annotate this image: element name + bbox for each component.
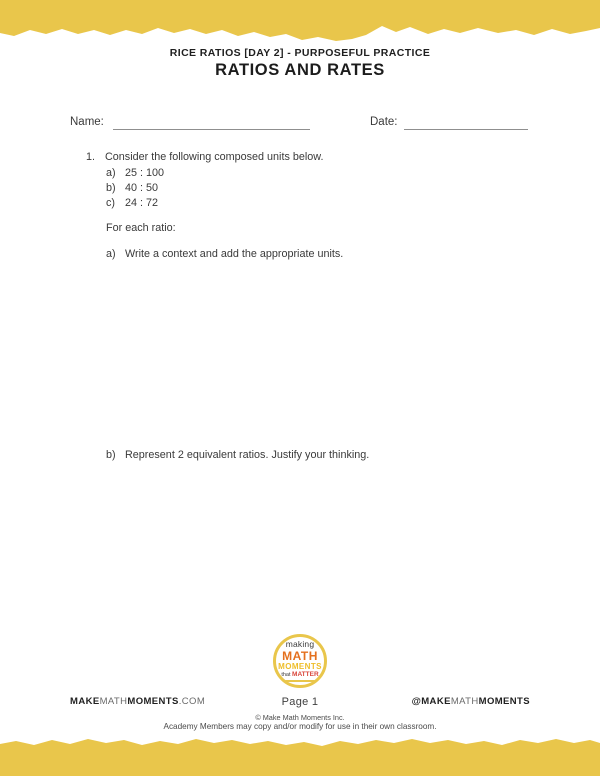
- ratio-item-a-label: a): [106, 167, 116, 179]
- logo-that-matter-text: [281, 672, 318, 679]
- logo-making-text: making: [285, 639, 315, 650]
- logo-math-text: MATH: [282, 648, 318, 663]
- date-label: Date:: [370, 116, 398, 128]
- footer-right-math: MATH: [450, 696, 479, 707]
- footer-left-moments: MOMENTS: [127, 696, 179, 707]
- ratio-item-b-label: b): [106, 182, 116, 194]
- part-a-label: a): [106, 248, 116, 260]
- ratio-item-b: [106, 182, 158, 194]
- bottom-brush-shape: [0, 739, 600, 776]
- logo-url-strip: [285, 680, 315, 682]
- part-a-text: Write a context and add the appropriate units.: [125, 248, 344, 260]
- footer-website-link[interactable]: [70, 696, 205, 707]
- name-blank-line[interactable]: [113, 114, 310, 130]
- footer-right-moments: MOMENTS: [478, 696, 530, 707]
- ratio-item-c-value: 24 : 72: [125, 197, 159, 209]
- part-b-text: Represent 2 equivalent ratios. Justify your thinking.: [125, 449, 370, 461]
- part-b: [106, 449, 369, 461]
- instruction-intro: For each ratio:: [106, 222, 176, 234]
- license-line: Academy Members may copy and/or modify for use in their own classroom.: [163, 722, 437, 731]
- question-1-prompt: [86, 151, 323, 163]
- part-a: [106, 248, 343, 260]
- part-b-label: b): [106, 449, 116, 461]
- page-number: Page 1: [281, 696, 319, 708]
- footer-left-com: .COM: [178, 696, 206, 707]
- logo-moments-text: MOMENTS: [278, 661, 322, 671]
- top-brush-stroke: [0, 0, 600, 46]
- ratio-item-a: [106, 167, 164, 179]
- copyright-line: © Make Math Moments Inc.: [255, 713, 345, 722]
- ratio-item-c: [106, 197, 158, 209]
- ratio-item-c-label: c): [106, 197, 115, 209]
- logo-that-text: that: [281, 671, 291, 678]
- page-title: RATIOS AND RATES: [215, 61, 385, 79]
- bottom-brush-stroke: [0, 734, 600, 776]
- footer: [0, 696, 600, 710]
- ratio-item-a-value: 25 : 100: [125, 167, 165, 179]
- worksheet-subtitle: RICE RATIOS [DAY 2] - PURPOSEFUL PRACTICE: [169, 47, 431, 59]
- footer-left-make: MAKE: [70, 696, 100, 707]
- footer-right-make: @MAKE: [411, 696, 451, 707]
- footer-social-handle[interactable]: [412, 696, 530, 707]
- top-brush-shape: [0, 0, 600, 41]
- name-label: Name:: [70, 116, 104, 128]
- ratio-item-b-value: 40 : 50: [125, 182, 159, 194]
- date-blank-line[interactable]: [404, 114, 528, 130]
- question-prompt-text: Consider the following composed units below.: [105, 151, 324, 163]
- question-number: 1.: [86, 151, 96, 163]
- make-math-moments-logo: [273, 634, 327, 688]
- logo-matter-text: MATTER: [292, 670, 319, 678]
- footer-left-math: MATH: [99, 696, 128, 707]
- name-date-row: [0, 114, 600, 134]
